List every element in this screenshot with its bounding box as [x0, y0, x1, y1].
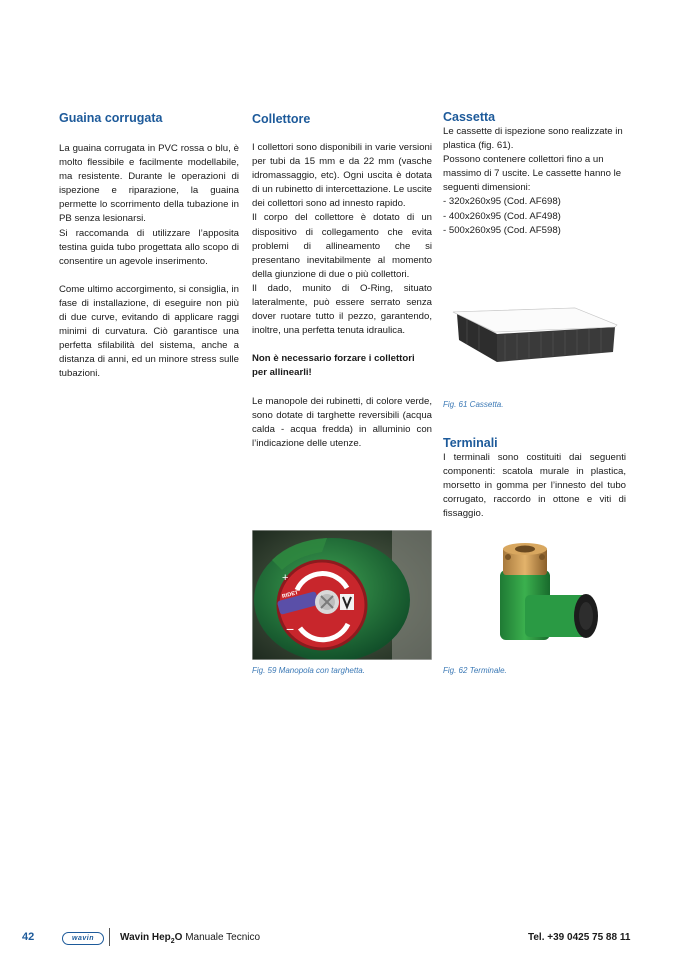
caption-fig-61: Fig. 61 Cassetta. [443, 400, 504, 409]
list-item: - 320x260x95 (Cod. AF698) [443, 196, 561, 208]
heading-terminali: Terminali [443, 436, 498, 450]
paragraph: Le cassette di ispezione sono realizzate in plastica (fig. 61). [443, 126, 623, 152]
bold-note: Non è necessario forzare i collettori per allinearli! [252, 353, 415, 379]
heading-guaina-corrugata: Guaina corrugata [59, 111, 163, 125]
manopola-label: RIDET [281, 589, 299, 601]
figure-terminale [470, 535, 610, 660]
manopola-illustration [252, 530, 432, 660]
paragraph: Come ultimo accorgimento, si consiglia, in fase di installazione, di eseguire non più di due curve, evitando di applicare raggi minimi di curvatura. Ciò garantisce una perfetta sfilabilità del sistema, anche a distanza di anni, ed un minore stress sulle tubazioni. [59, 283, 239, 380]
footer-title-sub: 2 [170, 938, 175, 945]
caption-fig-59: Fig. 59 Manopola con targhetta. [252, 666, 365, 675]
footer-divider [109, 928, 110, 946]
column-terminali [443, 436, 626, 521]
paragraph: Il corpo del collettore è dotato di un dispositivo di collegamento che evita problemi di allineamento che si presentano inevitabilmente al momento della giunzione di due o più collettori. [252, 212, 432, 280]
list-item: - 400x260x95 (Cod. AF498) [443, 210, 561, 222]
terminale-illustration [470, 535, 610, 660]
paragraph: Possono contenere collettori fino a un massimo di 7 uscite. Le cassette hanno le seguenti dimensioni: [443, 154, 622, 194]
svg-text:−: − [286, 621, 295, 637]
paragraph: I terminali sono costituiti dai seguenti componenti: scatola murale in plastica, morsetto in gomma per l’innesto del tubo corrugato, raccordo in ottone e viti di fissaggio. [443, 452, 626, 520]
paragraph: Il dado, munito di O-Ring, situato lateralmente, può essere serrato senza dover ruotare tutto il pezzo, garantendo, inoltre, una perfetta tenuta idraulica. [252, 282, 432, 337]
figure-cassetta [445, 270, 625, 370]
footer-telephone: Tel. +39 0425 75 88 11 [528, 932, 631, 943]
list-item: - 500x260x95 (Cod. AF598) [443, 224, 561, 236]
column-cassetta [443, 110, 626, 238]
paragraph: La guaina corrugata in PVC rossa o blu, è molto flessibile e facilmente modellabile, ma resistente. Durante le operazioni di ispezione e riparazione, la guaina permette lo scorrimento della tubazione in PB senza lesionarsi. [59, 143, 239, 225]
footer-title-o: O [174, 932, 183, 943]
heading-collettore: Collettore [252, 112, 311, 126]
figure-manopola [252, 530, 432, 660]
svg-text:+: + [282, 572, 289, 584]
paragraph: Le manopole dei rubinetti, di colore verde, sono dotate di targhette reversibili (acqua calda - acqua fredda) in alluminio con l’indicazione delle utenze. [252, 395, 432, 449]
caption-fig-62: Fig. 62 Terminale. [443, 666, 507, 675]
cassetta-illustration [445, 270, 625, 370]
column-collettore [252, 112, 432, 451]
footer-title [120, 932, 260, 945]
heading-cassetta: Cassetta [443, 110, 496, 124]
page-number: 42 [22, 931, 35, 943]
column-guaina [59, 111, 239, 382]
footer-title-main: Wavin Hep [120, 932, 171, 943]
paragraph: Si raccomanda di utilizzare l’apposita testina guida tubo progettata allo scopo di consentire un agevole inserimento. [59, 227, 239, 267]
paragraph: I collettori sono disponibili in varie versioni per tubi da 15 mm e da 22 mm (vasche idromassaggio, etc). Ogni uscita è dotata di un rubinetto di intercettazione. Le uscite dei collettori sono ad innesto rapido. [252, 142, 432, 210]
wavin-logo: wavin [62, 932, 104, 945]
footer-title-rest: Manuale Tecnico [185, 932, 261, 943]
page-footer [0, 925, 678, 949]
